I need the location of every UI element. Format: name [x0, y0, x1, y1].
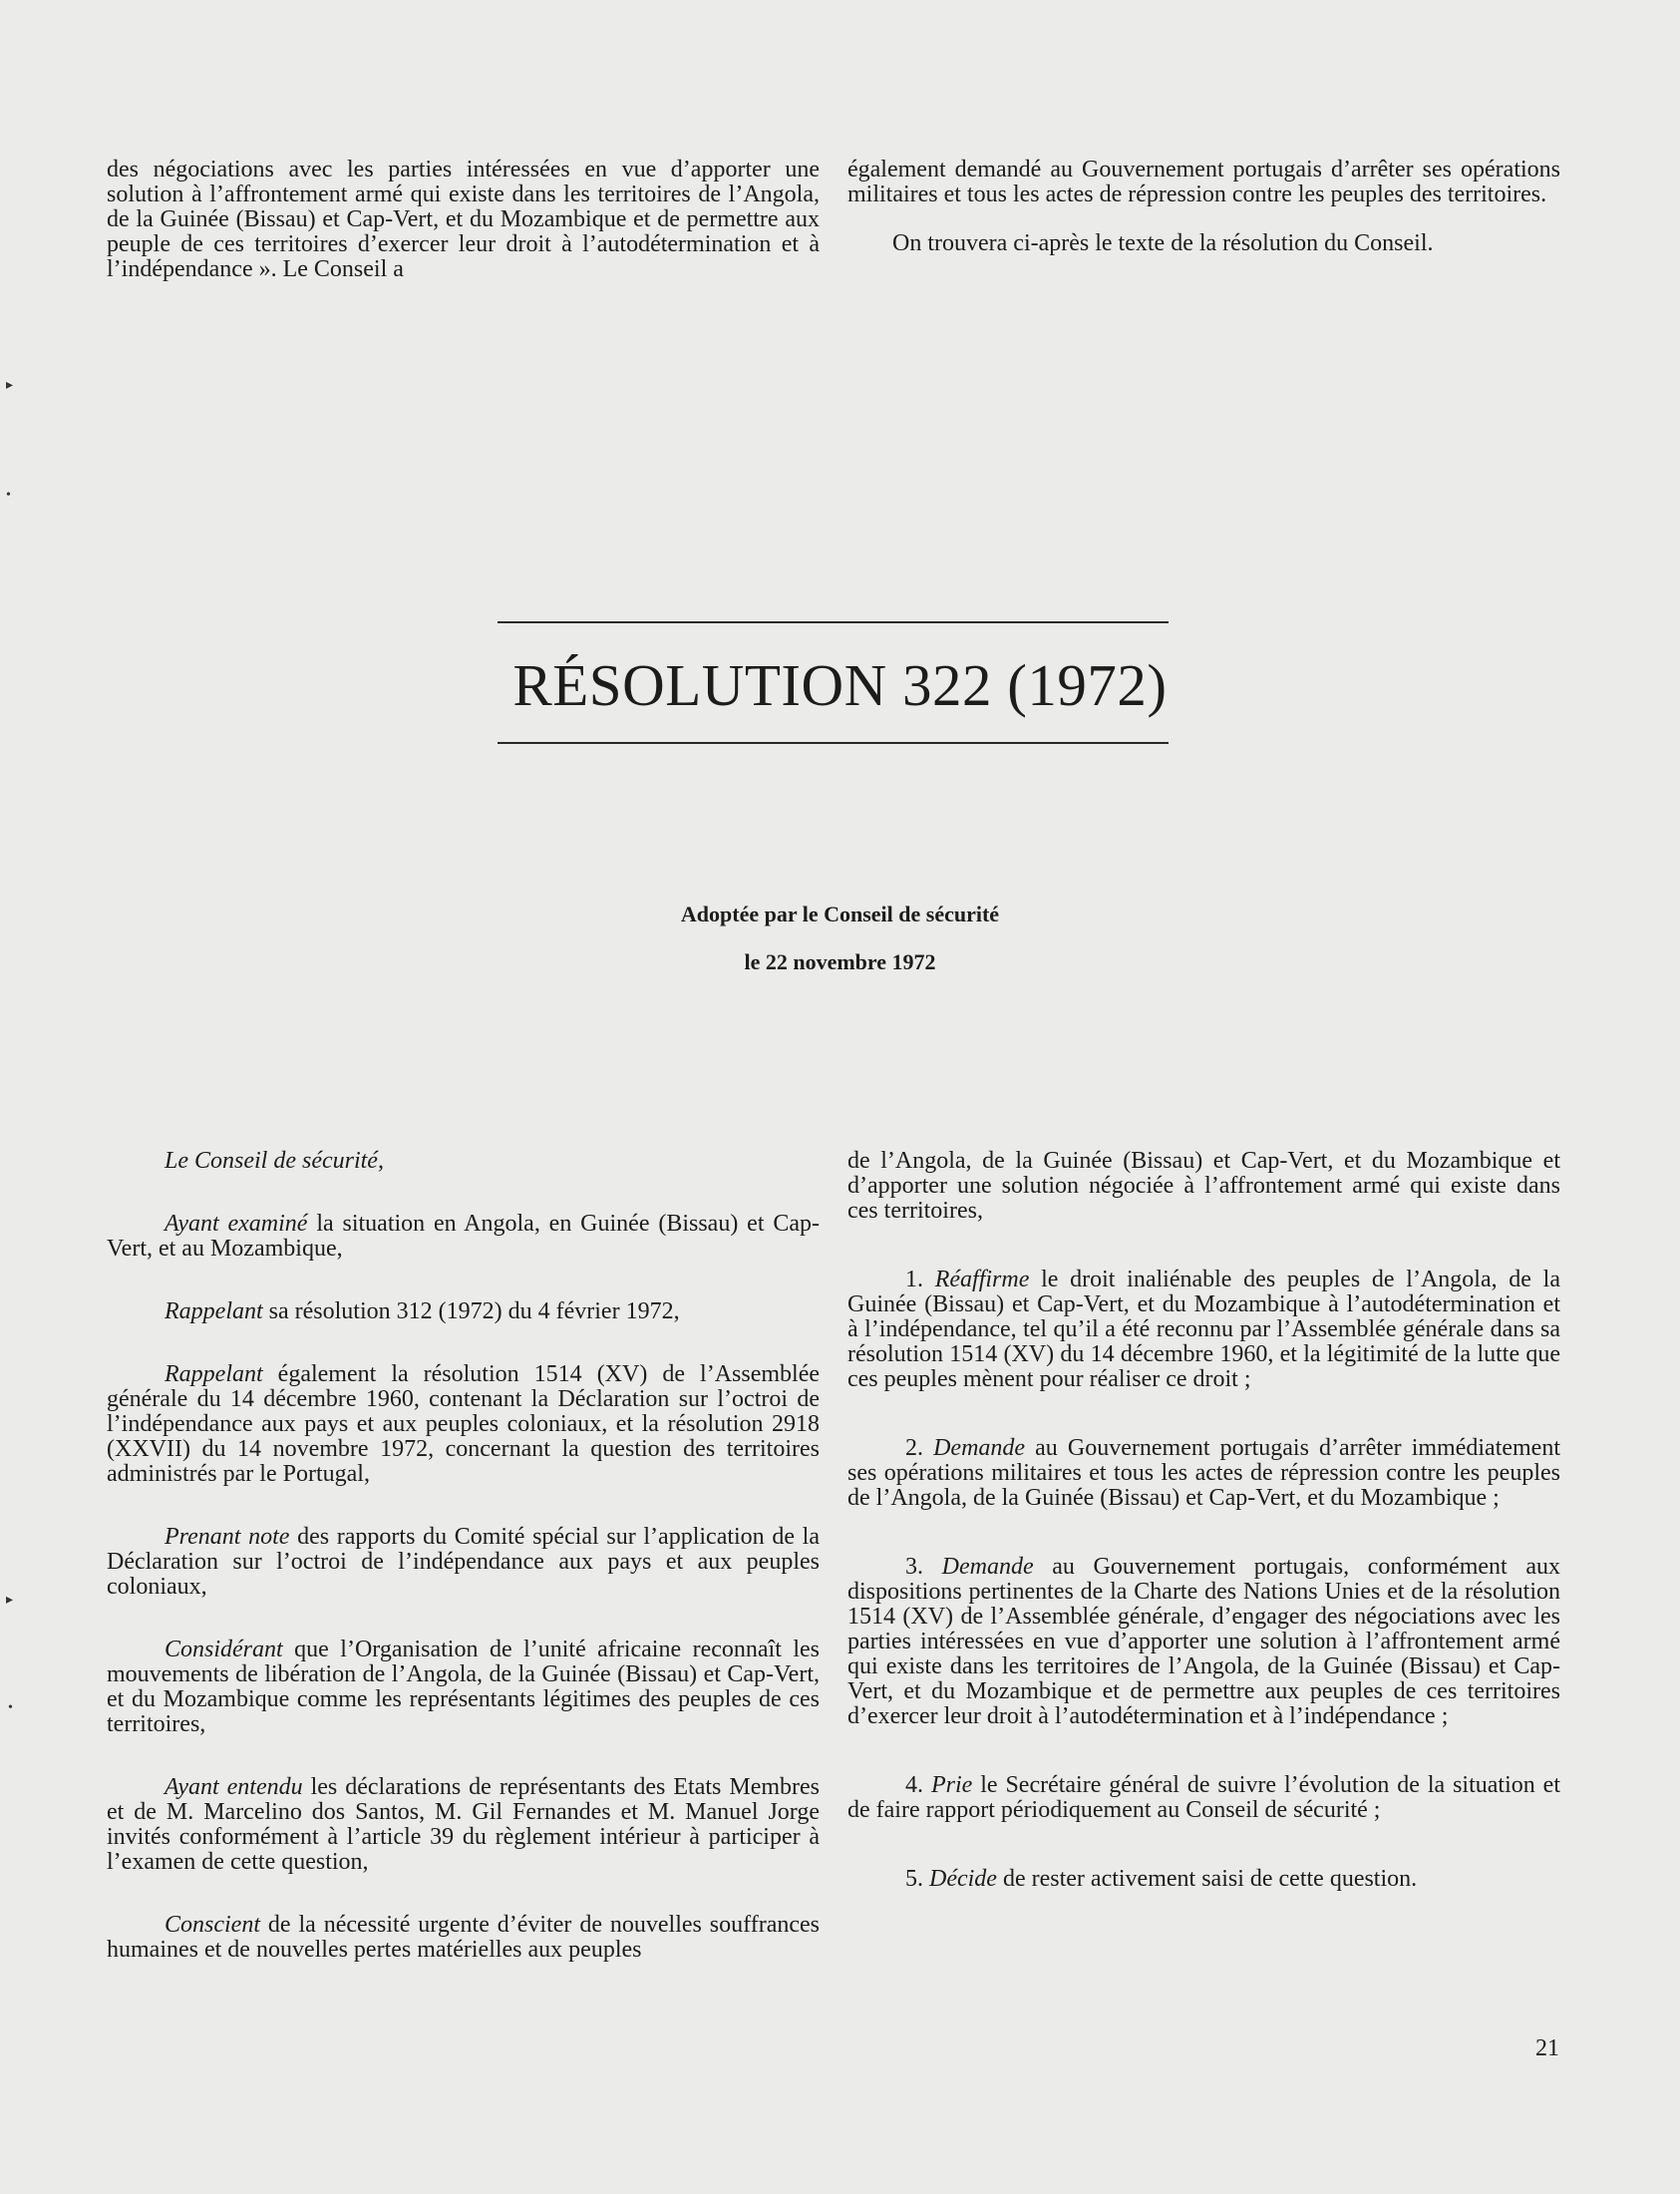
operative-number: 2. — [905, 1435, 934, 1461]
operative-text: le Secrétaire général de suivre l’évolution de la situation et de faire rapport périodiquement au Conseil de sécurité ; — [847, 1772, 1561, 1823]
intro-left-column — [107, 158, 820, 282]
operative-lead: Décide — [929, 1866, 997, 1892]
preamble-paragraph — [107, 1913, 820, 1963]
preamble-lead: Considérant — [165, 1637, 283, 1662]
operative-paragraph — [847, 1867, 1560, 1892]
preamble-continuation: de l’Angola, de la Guinée (Bissau) et Cap-Vert, et du Mozambique et d’apporter une solution négociée à l’affrontement armé qui existe dans ces territoires, — [847, 1148, 1560, 1224]
operative-paragraph — [847, 1773, 1560, 1823]
adoption-date: le 22 novembre 1972 — [744, 949, 936, 974]
preamble-paragraph — [107, 1299, 820, 1324]
preamble-text: les déclarations de représentants des Etats Membres et de M. Marcelino dos Santos, M. Gil Fernandes et M. Manuel Jorge invités conformément à l’article 39 du règlement intérieur à participer à l’examen de cette question, — [107, 1774, 820, 1875]
preamble-paragraph — [107, 1212, 820, 1262]
intro-right-column — [847, 158, 1560, 256]
operative-number: 4. — [905, 1772, 931, 1798]
preamble-paragraph — [107, 1362, 820, 1487]
operative-paragraph — [847, 1555, 1560, 1729]
operative-number: 5. — [905, 1866, 929, 1892]
scan-mark: ▸ — [6, 1593, 14, 1608]
preamble-lead: Rappelant — [165, 1361, 263, 1387]
operative-number: 1. — [905, 1267, 935, 1292]
preamble-lead: Rappelant — [165, 1298, 263, 1324]
preamble-text: sa résolution 312 (1972) du 4 février 1972, — [262, 1298, 680, 1324]
intro-note: On trouvera ci-après le texte de la résolution du Conseil. — [892, 230, 1434, 256]
intro-right-paragraph: également demandé au Gouvernement portugais d’arrêter ses opérations militaires et tous les actes de répression contre les peuples des territoires. — [847, 157, 1560, 207]
preamble-text: des rapports du Comité spécial sur l’application de la Déclaration sur l’octroi de l’indépendance aux pays et aux peuples coloniaux, — [107, 1524, 820, 1600]
preamble-text: de la nécessité urgente d’éviter de nouvelles souffrances humaines et de nouvelles pertes matérielles aux peuples — [107, 1912, 820, 1963]
preamble-paragraph — [107, 1775, 820, 1875]
preamble-text: la situation en Angola, en Guinée (Bissau) et Cap-Vert, et au Mozambique, — [107, 1211, 820, 1262]
scan-mark: • — [6, 488, 11, 503]
preamble-subject: Le Conseil de sécurité, — [165, 1148, 384, 1174]
operative-lead: Demande — [941, 1554, 1034, 1580]
preamble-paragraph — [107, 1525, 820, 1600]
resolution-title: RÉSOLUTION 322 (1972) — [512, 652, 1168, 718]
preamble-lead: Ayant examiné — [165, 1211, 308, 1237]
title-rule-bottom — [498, 742, 1169, 744]
preamble-heading — [107, 1149, 820, 1174]
preamble-column — [107, 1149, 820, 1963]
preamble-lead: Ayant entendu — [165, 1774, 303, 1800]
preamble-lead: Prenant note — [165, 1524, 290, 1550]
operative-text: le droit inaliénable des peuples de l’Angola, de la Guinée (Bissau) et Cap-Vert, et du Mozambique à l’autodétermination et à l’indépendance, tel qu’il a été reconnu par l’Assemblée générale dans sa résolution 1514 (XV) du 14 décembre 1960, et la légitimité de la lutte que ces peuples mènent pour réaliser ce droit ; — [847, 1267, 1560, 1392]
intro-left-paragraph: des négociations avec les parties intéressées en vue d’apporter une solution à l’affrontement armé qui existe dans les territoires de l’Angola, de la Guinée (Bissau) et Cap-Vert, et du Mozambique et de permettre aux peuple de ces territoires d’exercer leur droit à l’autodétermination et à l’indépendance ». Le Conseil a — [107, 157, 820, 282]
operative-paragraph — [847, 1268, 1560, 1392]
scan-mark: • — [8, 1700, 13, 1715]
operative-text: de rester activement saisi de cette question. — [996, 1866, 1418, 1892]
page-number: 21 — [1535, 2035, 1559, 2061]
operative-text: au Gouvernement portugais d’arrêter immédiatement ses opérations militaires et tous les actes de répression contre les peuples de l’Angola, de la Guinée (Bissau) et Cap-Vert, et du Mozambique ; — [847, 1435, 1560, 1511]
operative-paragraph — [847, 1436, 1560, 1511]
operative-lead: Demande — [933, 1435, 1026, 1461]
adoption-line-1: Adoptée par le Conseil de sécurité — [680, 902, 1000, 926]
preamble-paragraph — [107, 1638, 820, 1737]
title-rule-top — [498, 621, 1169, 623]
operative-column — [847, 1149, 1560, 1892]
operative-lead: Réaffirme — [934, 1267, 1030, 1292]
preamble-text: également la résolution 1514 (XV) de l’Assemblée générale du 14 décembre 1960, contenant la Déclaration sur l’octroi de l’indépendance aux pays et aux peuples coloniaux, et la résolution 2918 (XXVII) du 14 novembre 1972, concernant la question des territoires administrés par le Portugal, — [107, 1361, 820, 1487]
scan-mark: ▸ — [6, 378, 14, 393]
operative-text: au Gouvernement portugais, conformément aux dispositions pertinentes de la Charte des Nations Unies et de la résolution 1514 (XV) de l’Assemblée générale, d’engager des négociations avec les parties intéressées en vue d’apporter une solution à l’affrontement armé qui existe dans les territoires de l’Angola, de la Guinée (Bissau) et Cap-Vert, et du Mozambique et de permettre aux peuples de ces territoires d’exercer leur droit à l’autodétermination et à l’indépendance ; — [847, 1554, 1560, 1729]
operative-number: 3. — [905, 1554, 942, 1580]
preamble-lead: Conscient — [165, 1912, 260, 1938]
preamble-text: que l’Organisation de l’unité africaine reconnaît les mouvements de libération de l’Angola, de la Guinée (Bissau) et Cap-Vert, et du Mozambique comme les représentants légitimes des peuples de ces territoires, — [107, 1637, 820, 1737]
operative-lead: Prie — [930, 1772, 973, 1798]
